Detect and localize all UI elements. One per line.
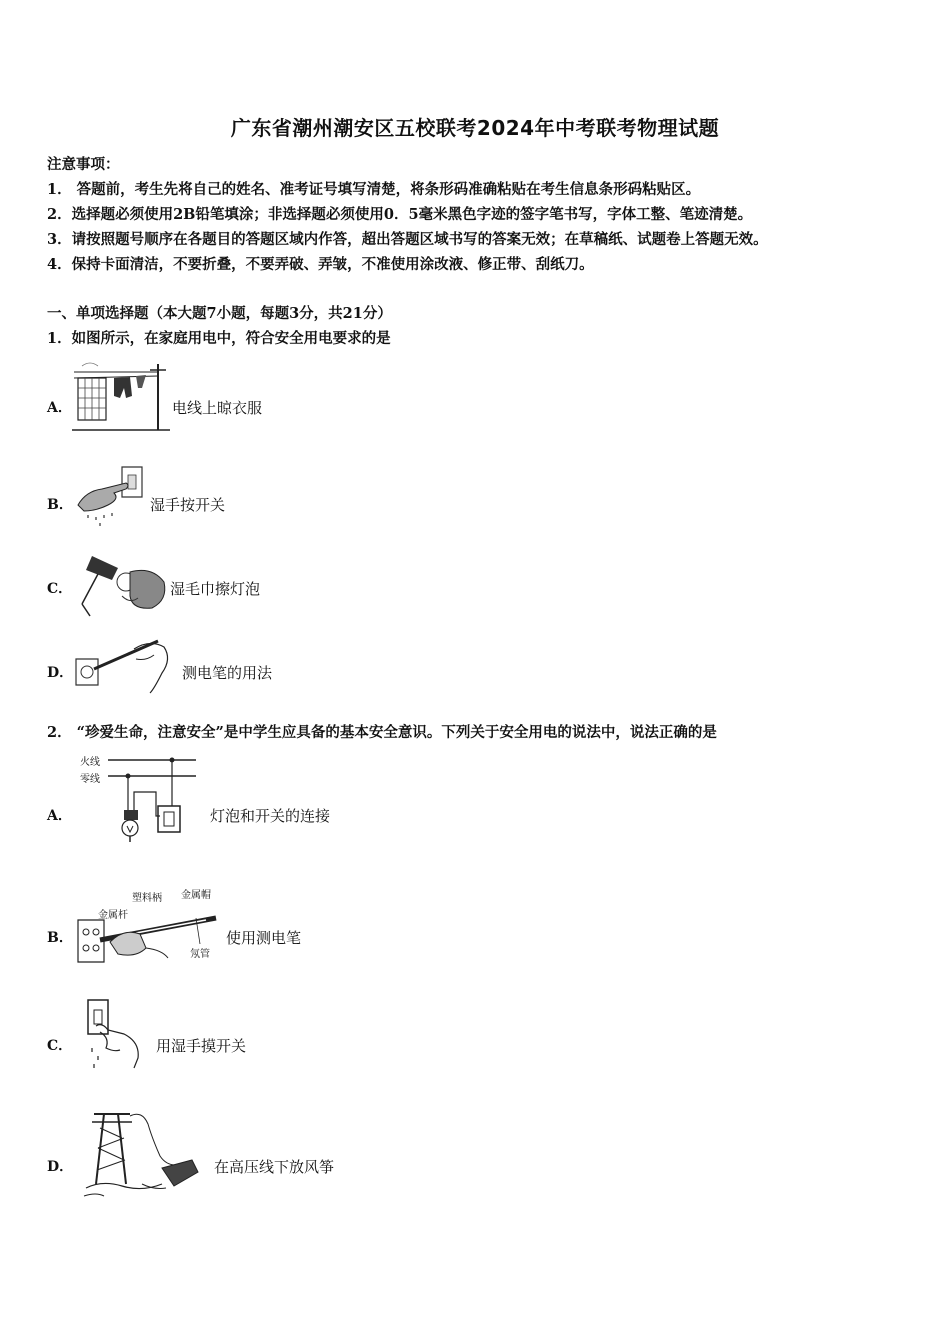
wet-hand-switch-icon: [74, 465, 148, 527]
notice-heading: 注意事项：: [47, 156, 120, 173]
q2-option-d-letter: D．: [47, 1159, 74, 1175]
question-1-stem: 1．如图所示，在家庭用电中，符合安全用电要求的是: [47, 330, 391, 347]
q2-option-a-text: 灯泡和开关的连接: [210, 807, 331, 825]
neon-tube-label: 氖管: [190, 949, 210, 960]
question-2-stem: 2． “珍爱生命，注意安全”是中学生应具备的基本安全意识。下列关于安全用电的说法中，说法正确的是: [47, 724, 717, 741]
q1-option-a-letter: A．: [47, 400, 72, 416]
notice-item: 2．选择题必须使用2B铅笔填涂；非选择题必须使用0．5毫米黑色字迹的签字笔书写，字体工整、笔迹清楚。: [47, 206, 753, 223]
neutral-wire-label: 零线: [80, 774, 100, 785]
q2-option-c-letter: C．: [47, 1038, 73, 1054]
test-pen-icon: [76, 900, 226, 966]
bulb-switch-circuit-icon: [104, 752, 198, 846]
q1-option-c-letter: C．: [47, 581, 73, 597]
page-title: 广东省潮州潮安区五校联考2024年中考联考物理试题: [230, 116, 720, 140]
q1-option-a-text: 电线上晾衣服: [172, 399, 263, 417]
wet-hand-touch-switch-icon: [84, 998, 144, 1072]
q1-option-d-letter: D．: [47, 665, 74, 681]
metal-cap-label: 金属帽: [181, 890, 211, 901]
test-pen-usage-icon: [74, 633, 174, 695]
plastic-handle-label: 塑料柄: [132, 893, 162, 904]
wet-towel-lamp-icon: [72, 552, 168, 618]
q1-option-b-letter: B．: [47, 497, 73, 513]
notice-item: 1． 答题前，考生先将自己的姓名、准考证号填写清楚，将条形码准确粘贴在考生信息条形码粘贴区。: [47, 181, 701, 198]
q1-option-c-text: 湿毛巾擦灯泡: [170, 580, 261, 598]
notice-item: 4．保持卡面清洁，不要折叠，不要弄破、弄皱，不准使用涂改液、修正带、刮纸刀。: [47, 256, 594, 273]
section-heading: 一、单项选择题（本大题7小题，每题3分，共21分）: [47, 305, 392, 322]
q1-option-b-text: 湿手按开关: [150, 496, 226, 514]
metal-rod-label: 金属杆: [98, 910, 128, 921]
live-wire-label: 火线: [80, 757, 100, 768]
q2-option-a-letter: A．: [47, 808, 72, 824]
notice-item: 3．请按照题号顺序在各题目的答题区域内作答，超出答题区域书写的答案无效；在草稿纸、试题卷上答题无效。: [47, 231, 768, 248]
clothes-on-wire-icon: [70, 358, 172, 434]
q2-option-d-text: 在高压线下放风筝: [214, 1158, 335, 1176]
q1-option-d-text: 测电笔的用法: [182, 664, 273, 682]
kite-under-power-line-icon: [82, 1108, 206, 1198]
q2-option-b-text: 使用测电笔: [226, 929, 302, 947]
q2-option-c-text: 用湿手摸开关: [156, 1037, 247, 1055]
q2-option-b-letter: B．: [47, 930, 73, 946]
